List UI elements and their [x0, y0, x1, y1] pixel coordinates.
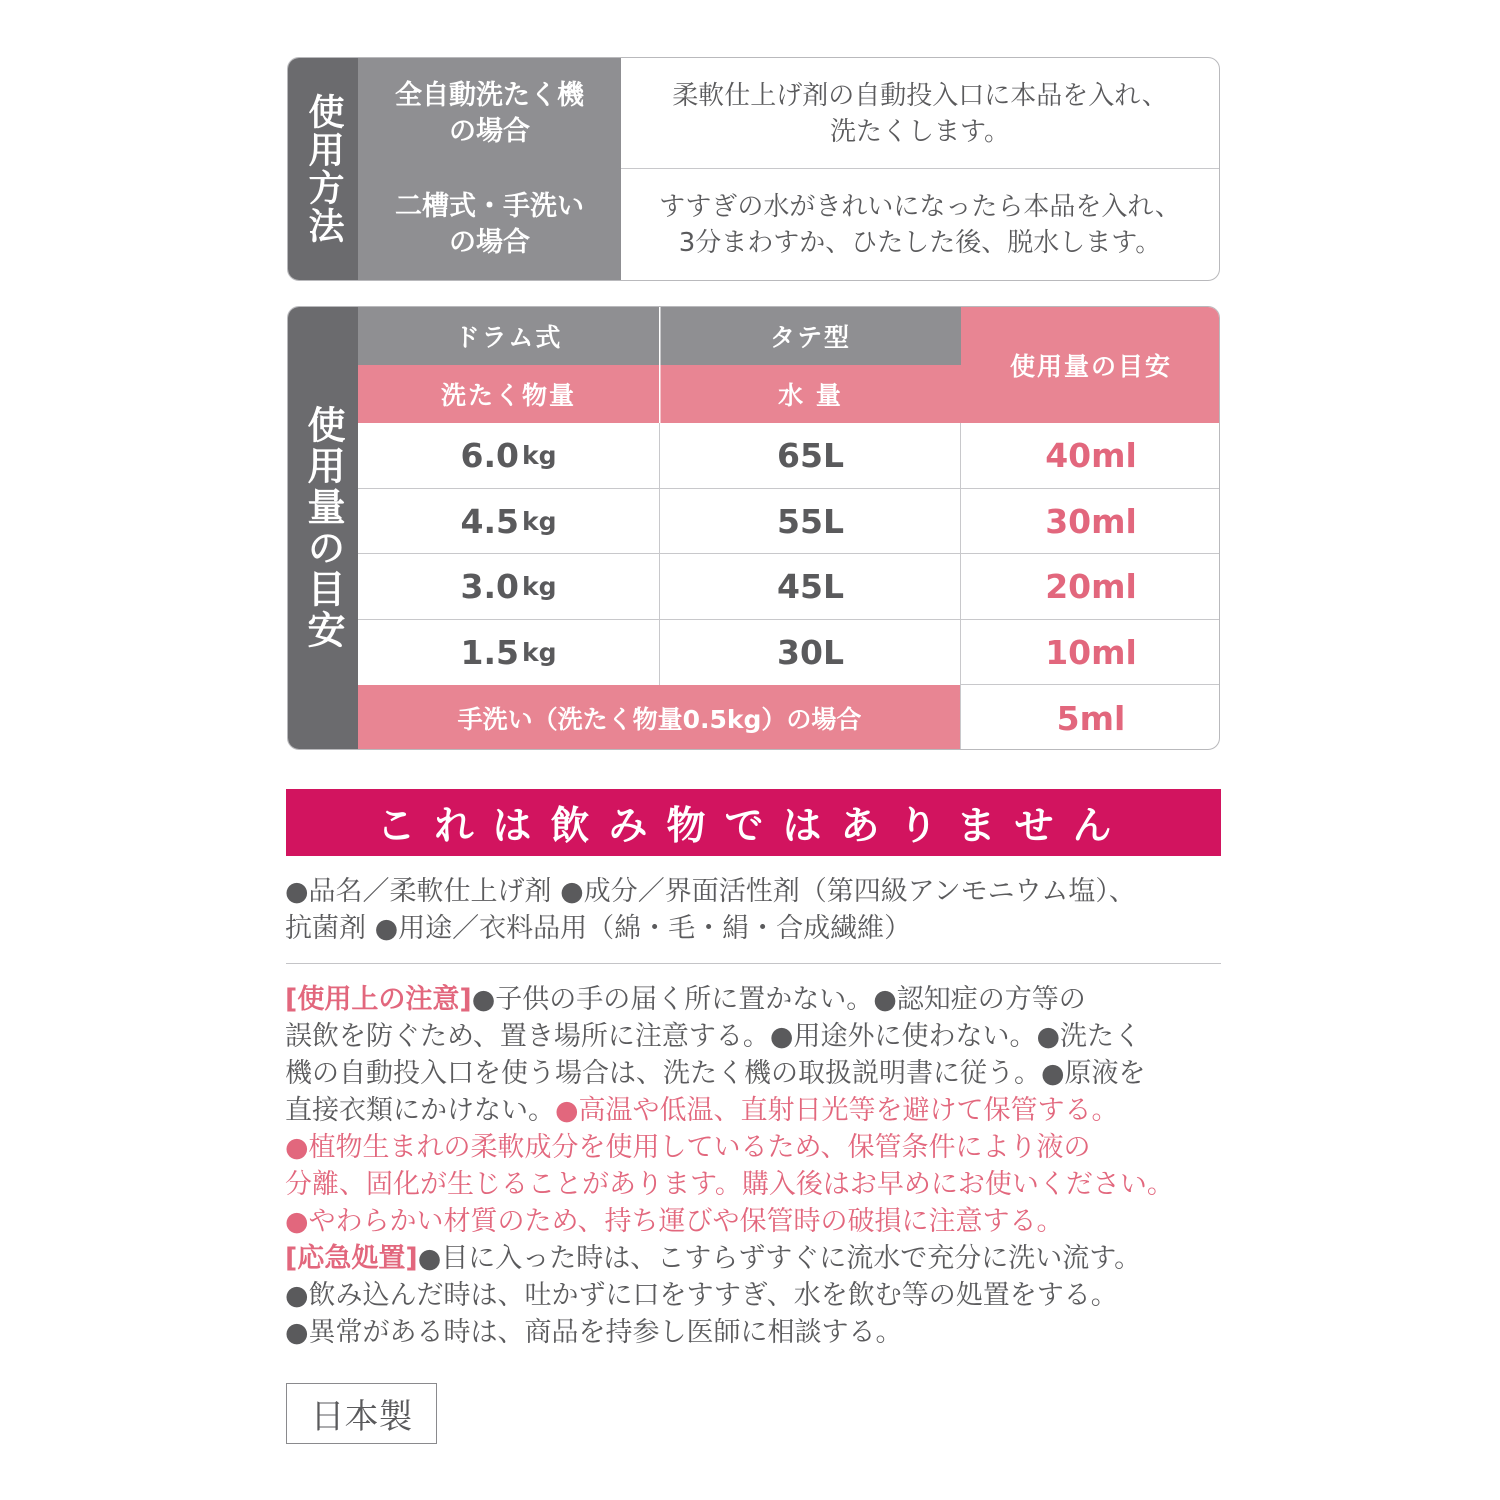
header-vertical: タテ型	[660, 307, 961, 365]
condition-auto-line1: 全自動洗たく機	[395, 79, 584, 111]
precautions-line4-pink: ●高温や低温、直射日光等を避けて保管する。	[555, 1095, 1119, 1126]
table-cell-amount: 10ml	[1045, 633, 1137, 672]
grid-line	[358, 488, 1220, 489]
precautions-line3: 機の自動投入口を使う場合は、洗たく機の取扱説明書に従う。●原液を	[285, 1058, 1146, 1089]
instruction-cell-auto	[621, 58, 1219, 169]
table-cell-amount: 30ml	[1045, 502, 1137, 541]
precautions-block	[285, 981, 1230, 1351]
handwash-label: 手洗い（洗たく物量0.5kg）の場合	[358, 685, 961, 750]
not-a-drink-banner: これは飲み物ではありません	[286, 789, 1221, 856]
usage-method-side-label: 使用方法	[303, 93, 344, 245]
precautions-line7: ●やわらかい材質のため、持ち運びや保管時の破損に注意する。	[285, 1206, 1064, 1237]
handwash-amount: 5ml	[1056, 698, 1126, 738]
emergency-label: [応急処置]	[285, 1243, 418, 1274]
instruction-twin-line1: すすぎの水がきれいになったら本品を入れ、	[659, 192, 1181, 222]
header-water: 水 量	[660, 365, 961, 423]
grid-line	[659, 423, 660, 685]
precautions-line2: 誤飲を防ぐため、置き場所に注意する。●用途外に使わない。●洗たく	[285, 1021, 1142, 1052]
grid-line	[961, 684, 1220, 685]
made-in-japan-box: 日本製	[286, 1383, 437, 1444]
usage-method-table	[287, 57, 1220, 281]
usage-amount-table	[287, 306, 1220, 750]
table-cell-water: 65L	[777, 436, 844, 475]
instruction-auto-line2: 洗たくします。	[830, 116, 1010, 147]
product-info-line2: 抗菌剤 ●用途／衣料品用（綿・毛・絹・合成繊維）	[285, 913, 912, 944]
precautions-line5: ●植物生まれの柔軟成分を使用しているため、保管条件により液の	[285, 1132, 1091, 1163]
header-laundry: 洗たく物量	[358, 365, 659, 423]
precautions-line6: 分離、固化が生じることがあります。購入後はお早めにお使いください。	[285, 1169, 1174, 1200]
table-cell-laundry: 1.5 kg	[460, 633, 557, 672]
section-divider	[286, 963, 1221, 964]
header-divider	[659, 307, 661, 423]
table-cell-water: 55L	[777, 502, 844, 541]
condition-twin-line1: 二槽式・手洗い	[395, 191, 584, 222]
usage-amount-side-label-cell	[288, 307, 358, 749]
table-cell-amount: 20ml	[1045, 567, 1137, 606]
condition-cell-auto	[358, 58, 621, 169]
table-cell-water: 45L	[777, 567, 844, 606]
condition-cell-twin-tub	[358, 169, 621, 281]
emergency-line2: ●飲み込んだ時は、吐かずに口をすすぎ、水を飲む等の処置をする。	[285, 1280, 1118, 1311]
emergency-line3: ●異常がある時は、商品を持参し医師に相談する。	[285, 1317, 903, 1348]
header-amount: 使用量の目安	[961, 307, 1220, 423]
instruction-cell-twin-tub	[621, 169, 1219, 281]
emergency-line1: ●目に入った時は、こすらずすぐに流水で充分に洗い流す。	[417, 1243, 1142, 1274]
grid-line	[960, 423, 961, 750]
table-cell-laundry: 6.0 kg	[460, 436, 557, 475]
table-cell-laundry: 4.5 kg	[460, 502, 557, 541]
instruction-auto-line1: 柔軟仕上げ剤の自動投入口に本品を入れ、	[672, 80, 1168, 111]
grid-line	[358, 553, 1220, 554]
table-cell-amount: 40ml	[1045, 436, 1137, 475]
precautions-label: [使用上の注意]	[285, 984, 472, 1015]
product-info	[285, 873, 1230, 947]
condition-auto-line2: の場合	[449, 115, 530, 147]
precautions-line1: ●子供の手の届く所に置かない。●認知症の方等の	[471, 984, 1086, 1015]
product-info-line1: ●品名／柔軟仕上げ剤 ●成分／界面活性剤（第四級アンモニウム塩）、	[285, 876, 1136, 907]
header-drum: ドラム式	[358, 307, 659, 365]
usage-amount-side-label: 使用量の目安	[301, 405, 345, 651]
usage-method-side-label-cell	[288, 58, 358, 280]
grid-line	[358, 619, 1220, 620]
condition-twin-line2: の場合	[449, 227, 530, 258]
table-cell-laundry: 3.0 kg	[460, 567, 557, 606]
precautions-line4-gray: 直接衣類にかけない。	[285, 1095, 555, 1126]
instruction-twin-line2: 3分まわすか、ひたした後、脱水します。	[678, 228, 1162, 258]
row-divider	[621, 168, 1220, 169]
table-cell-water: 30L	[777, 633, 844, 672]
